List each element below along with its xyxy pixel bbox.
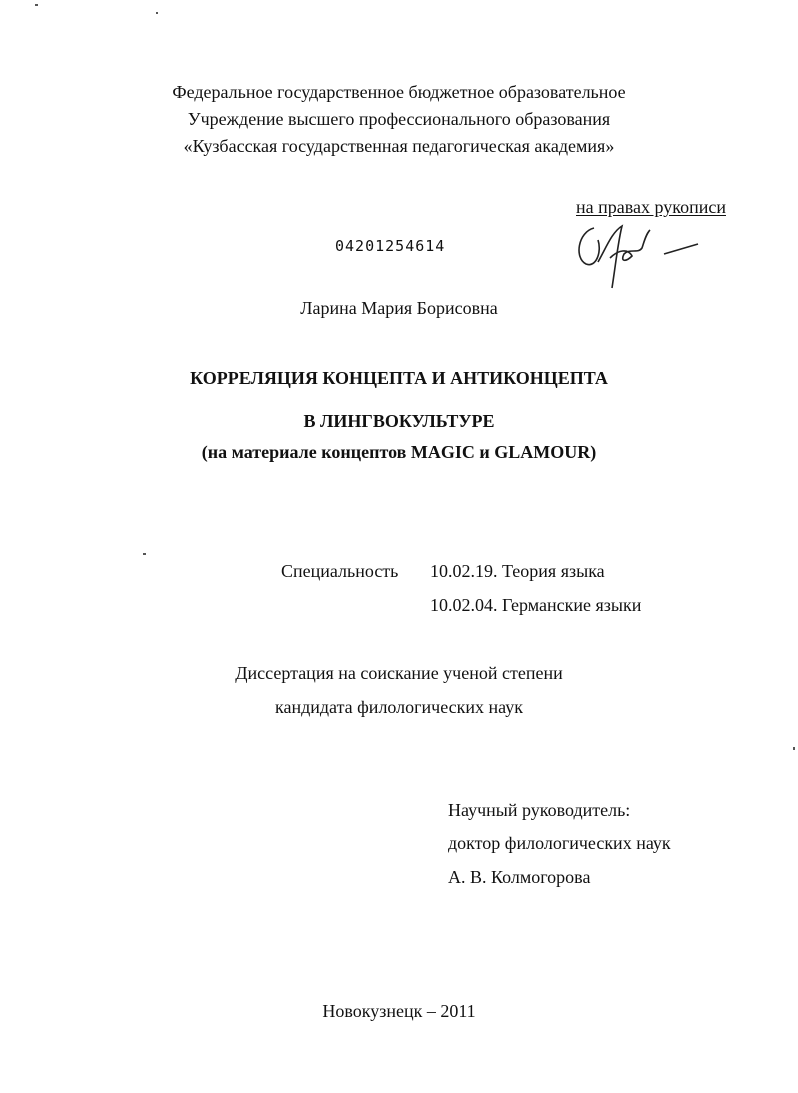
scan-speck — [156, 12, 158, 14]
supervisor-degree: доктор филологических наук — [448, 833, 671, 853]
institution-line-2: Учреждение высшего профессионального образования — [187, 109, 611, 129]
specialty-label: Специальность — [281, 561, 399, 581]
degree-line-1: Диссертация на соискание ученой степени — [235, 663, 563, 683]
title-line-2: В ЛИНГВОКУЛЬТУРЕ — [303, 411, 495, 431]
registration-number: 04201254614 — [335, 237, 446, 255]
author-name: Ларина Мария Борисовна — [300, 298, 498, 318]
institution-line-3: «Кузбасская государственная педагогическая академия» — [183, 136, 615, 156]
supervisor-name: А. В. Колмогорова — [448, 867, 591, 887]
manuscript-note: на правах рукописи — [576, 197, 726, 217]
scan-speck — [793, 747, 795, 750]
title-line-1: КОРРЕЛЯЦИЯ КОНЦЕПТА И АНТИКОНЦЕПТА — [190, 368, 608, 388]
institution-line-1: Федеральное государственное бюджетное образовательное — [172, 82, 626, 102]
scan-speck — [143, 553, 146, 555]
specialty-code-1: 10.02.19. Теория языка — [430, 561, 605, 581]
supervisor-label: Научный руководитель: — [448, 800, 631, 820]
scan-speck — [35, 4, 38, 6]
degree-line-2: кандидата филологических наук — [275, 697, 523, 717]
place-year: Новокузнецк – 2011 — [322, 1001, 476, 1021]
title-subtitle: (на материале концептов MAGIC и GLAMOUR) — [201, 442, 597, 462]
specialty-code-2: 10.02.04. Германские языки — [430, 595, 642, 615]
signature-icon — [572, 218, 702, 290]
